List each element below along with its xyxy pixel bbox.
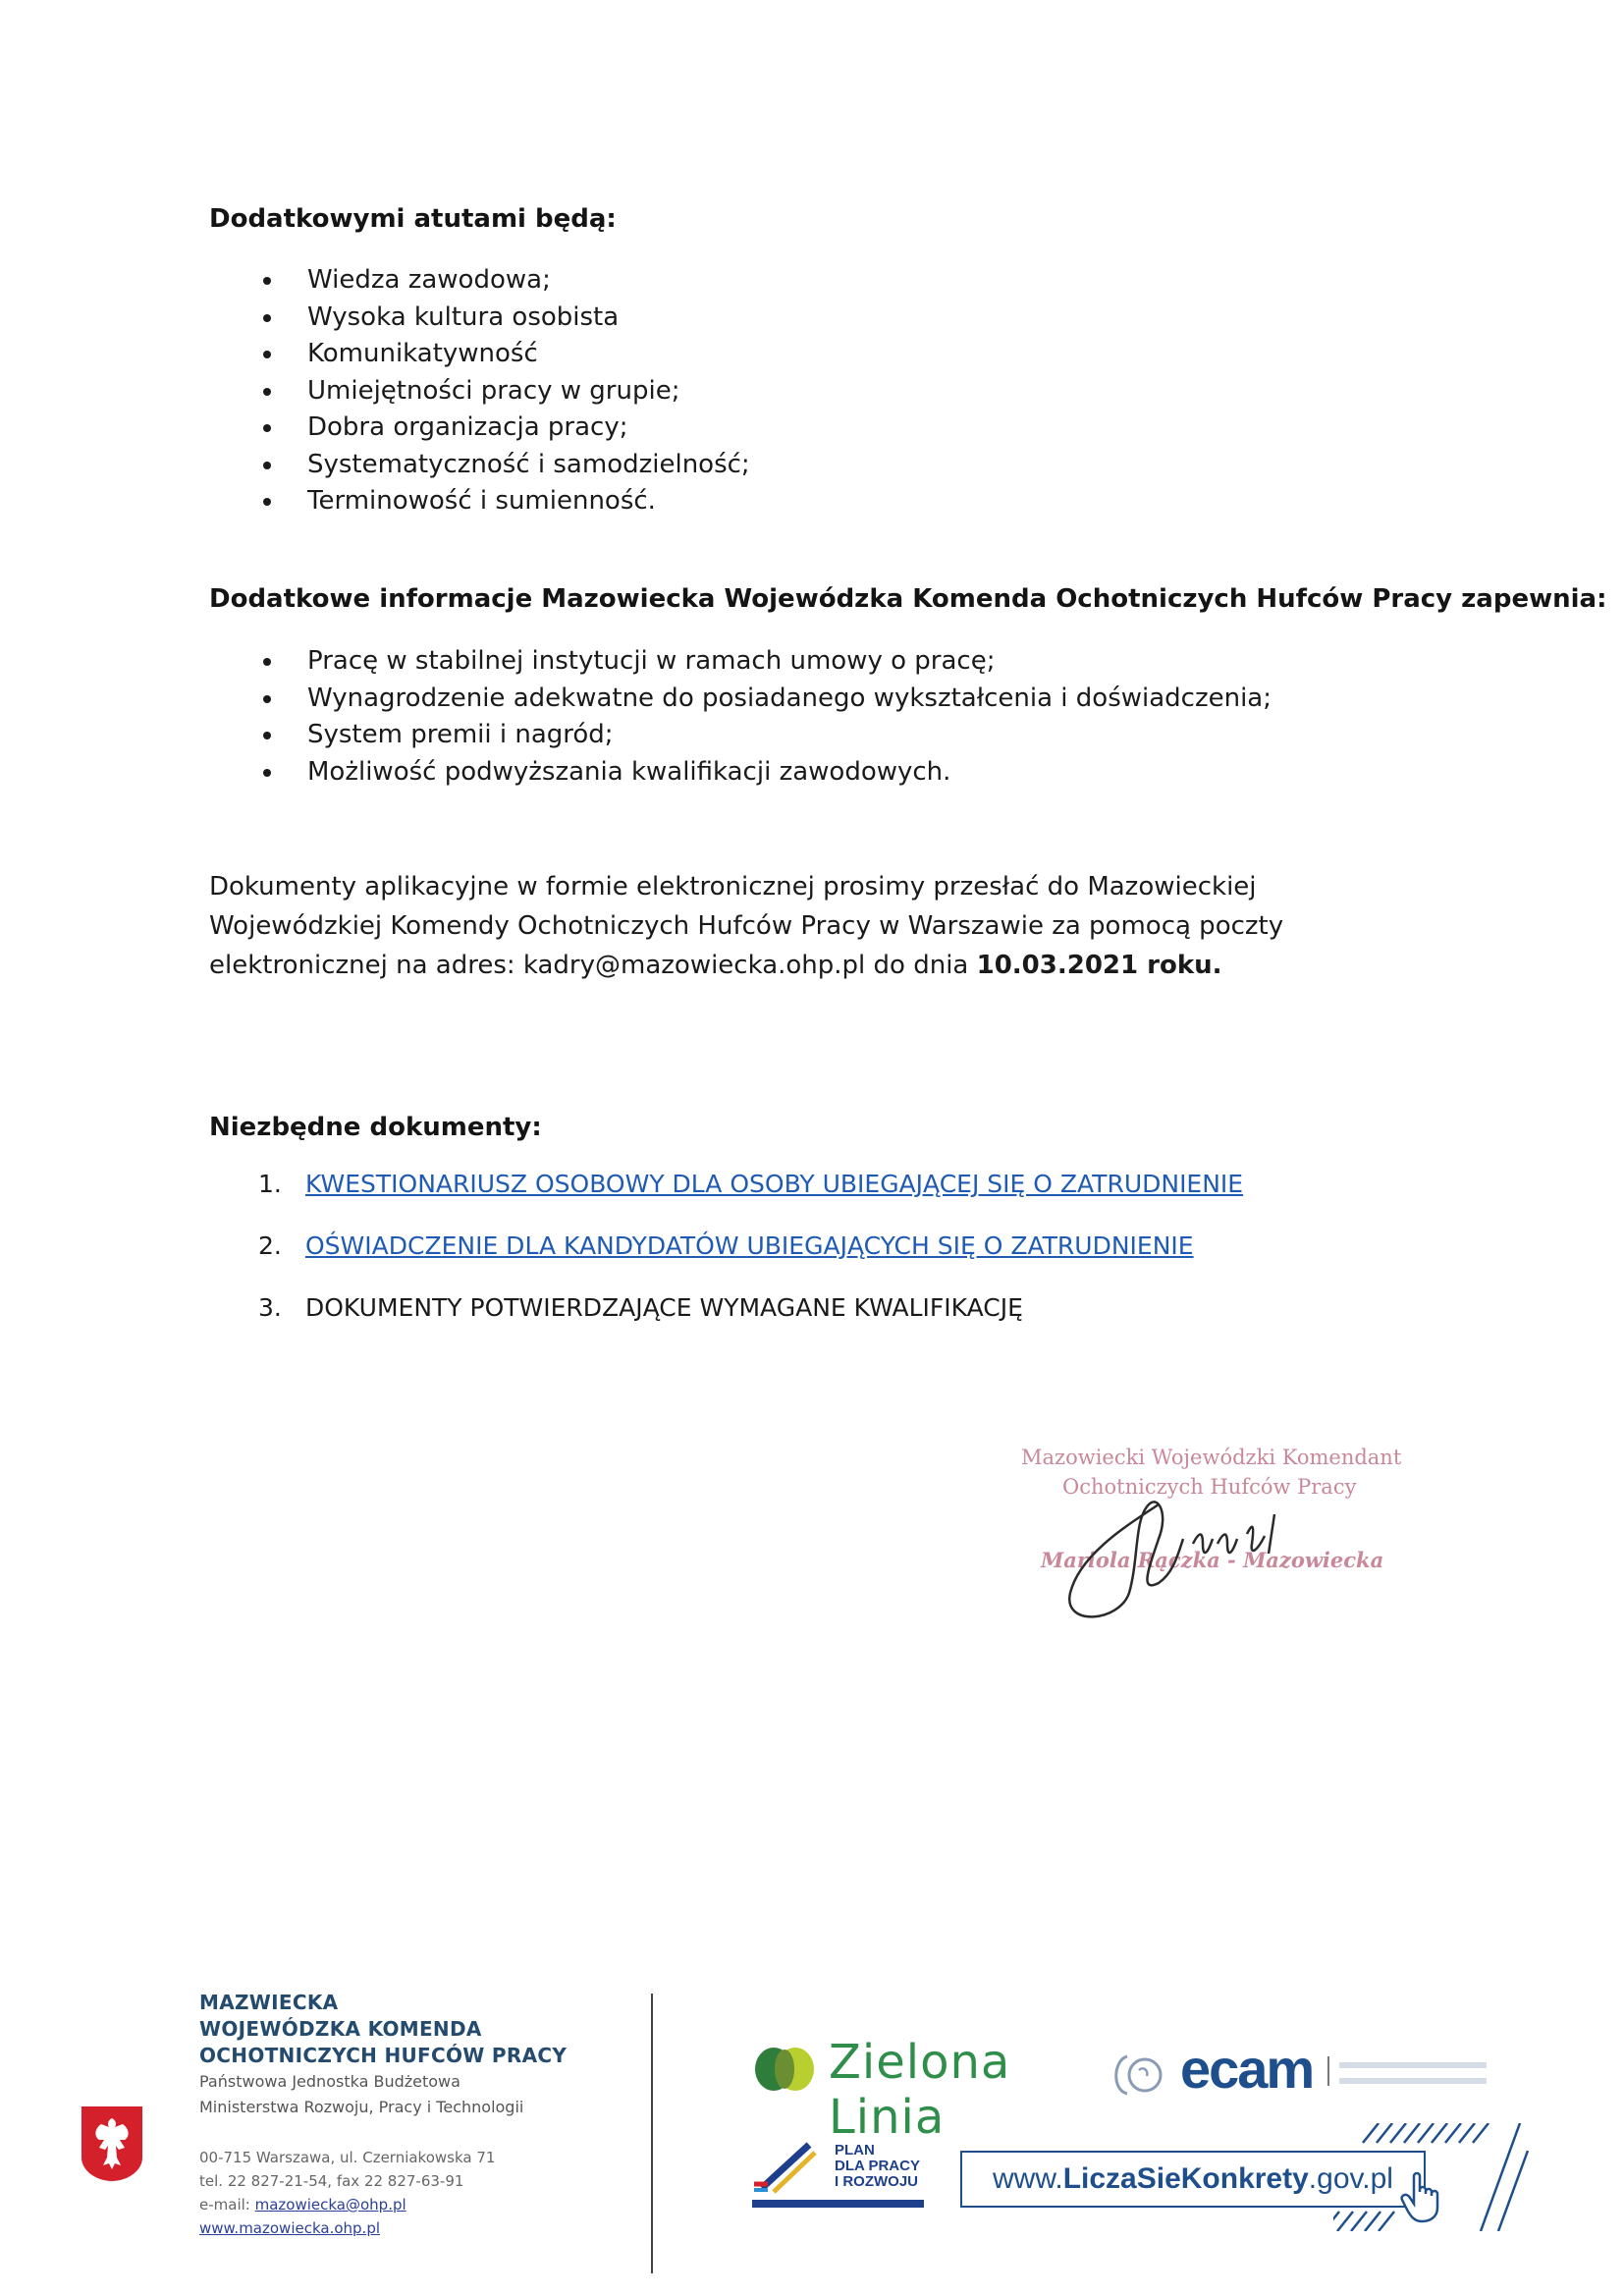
application-paragraph — [209, 867, 1427, 985]
ecam-icon — [1110, 2052, 1174, 2098]
org-sub-line: Ministerstwa Rozwoju, Pracy i Technologii — [199, 2098, 524, 2116]
email-link[interactable]: mazowiecka@ohp.pl — [254, 2196, 406, 2214]
org-name-line: WOJEWÓDZKA KOMENDA — [199, 2017, 482, 2041]
org-address: 00-715 Warszawa, ul. Czerniakowska 71 — [199, 2149, 496, 2166]
hand-cursor-icon — [1400, 2170, 1443, 2223]
www-prefix: www. — [993, 2162, 1063, 2195]
heading-required-documents: Niezbędne dokumenty: — [209, 1113, 542, 1142]
plan-swoosh-icon — [752, 2141, 831, 2198]
stamp-line: Mazowiecki Wojewódzki Komendant — [1021, 1446, 1402, 1469]
liczasiekonkrety-banner — [960, 2123, 1540, 2231]
ecam-caption-bar — [1339, 2078, 1487, 2084]
footer-divider — [651, 1994, 653, 2273]
plan-text — [835, 2143, 920, 2190]
application-text: Dokumenty aplikacyjne w formie elektronicznej prosimy przesłać do Mazowieckiej Wojewódzkiej Komendy Ochotniczych Hufców Pracy w Warszawie za pomocą poczty elektronicznej na adres: kadry@mazowiecka.ohp.pl do dnia — [209, 872, 1284, 980]
questionnaire-link[interactable]: KWESTIONARIUSZ OSOBOWY DLA OSOBY UBIEGAJĄCEJ SIĘ O ZATRUDNIENIE — [305, 1170, 1244, 1198]
zielona-linia-icon — [754, 2047, 817, 2092]
plan-bottom-bar — [752, 2200, 924, 2208]
eagle-emblem-icon — [81, 2106, 142, 2185]
list-item: Możliwość podwyższania kwalifikacji zawodowych. — [307, 754, 1272, 792]
benefits-list — [307, 643, 1272, 791]
stamp-line: Ochotniczych Hufców Pracy — [1062, 1475, 1357, 1499]
www-suffix: .gov.pl — [1308, 2162, 1393, 2195]
ecam-separator — [1327, 2056, 1329, 2086]
liczasiekonkrety-link[interactable] — [960, 2151, 1426, 2208]
document-number: 3. — [258, 1293, 282, 1322]
zielona-linia-text: Zielona Linia — [829, 2035, 1011, 2145]
stamp-line: Mariola Rączka - Mazowiecka — [1041, 1548, 1384, 1572]
document-item[interactable] — [258, 1153, 1243, 1215]
declaration-link[interactable]: OŚWIADCZENIE DLA KANDYDATÓW UBIEGAJĄCYCH SIĘ O ZATRUDNIENIE — [305, 1231, 1194, 1260]
list-item: Wynagrodzenie adekwatne do posiadanego wykształcenia i doświadczenia; — [307, 681, 1272, 718]
org-name-line: MAZWIECKA — [199, 1991, 339, 2014]
org-phone: tel. 22 827-21-54, fax 22 827-63-91 — [199, 2172, 464, 2190]
email-label: e-mail: — [199, 2196, 255, 2214]
org-website-line — [199, 2216, 567, 2240]
heading-additional-info: Dodatkowe informacje Mazowiecka Wojewódzka Komenda Ochotniczych Hufców Pracy zapewnia: — [209, 584, 1607, 614]
document-item — [258, 1277, 1243, 1339]
ecam-logo — [1110, 2038, 1522, 2113]
www-bold: LiczaSieKonkrety — [1062, 2162, 1309, 2195]
org-sub-line: Państwowa Jednostka Budżetowa — [199, 2072, 460, 2091]
list-item: Terminowość i sumienność. — [307, 483, 750, 520]
list-item: Dobra organizacja pracy; — [307, 410, 750, 447]
website-link[interactable]: www.mazowiecka.ohp.pl — [199, 2219, 381, 2237]
footer-organization — [199, 1990, 567, 2240]
document-item[interactable] — [258, 1215, 1243, 1277]
ecam-caption-bar — [1339, 2062, 1487, 2068]
list-item: Umiejętności pracy w grupie; — [307, 373, 750, 410]
application-deadline: 10.03.2021 roku. — [976, 951, 1222, 980]
plan-line: PLAN — [835, 2142, 875, 2159]
list-item: Systematyczność i samodzielność; — [307, 447, 750, 484]
heading-additional-assets: Dodatkowymi atutami będą: — [209, 204, 617, 234]
document-label: DOKUMENTY POTWIERDZAJĄCE WYMAGANE KWALIFIKACJĘ — [305, 1293, 1023, 1322]
document-number: 1. — [258, 1170, 282, 1198]
signature-stamp — [1011, 1446, 1404, 1642]
org-email-line — [199, 2193, 567, 2216]
documents-list — [258, 1153, 1243, 1339]
plan-line: I ROZWOJU — [835, 2173, 918, 2190]
assets-list — [307, 262, 750, 520]
list-item: Komunikatywność — [307, 336, 750, 373]
list-item: Wiedza zawodowa; — [307, 262, 750, 300]
list-item: Wysoka kultura osobista — [307, 300, 750, 337]
plan-line: DLA PRACY — [835, 2158, 920, 2174]
zielona-linia-logo — [754, 2035, 1039, 2145]
list-item: System premii i nagród; — [307, 717, 1272, 754]
signature-icon — [1011, 1446, 1404, 1642]
plan-dla-pracy-logo — [752, 2141, 929, 2219]
org-name-line: OCHOTNICZYCH HUFCÓW PRACY — [199, 2044, 568, 2067]
ecam-text: ecam — [1180, 2038, 1314, 2100]
document-number: 2. — [258, 1231, 282, 1260]
list-item: Pracę w stabilnej instytucji w ramach umowy o pracę; — [307, 643, 1272, 681]
